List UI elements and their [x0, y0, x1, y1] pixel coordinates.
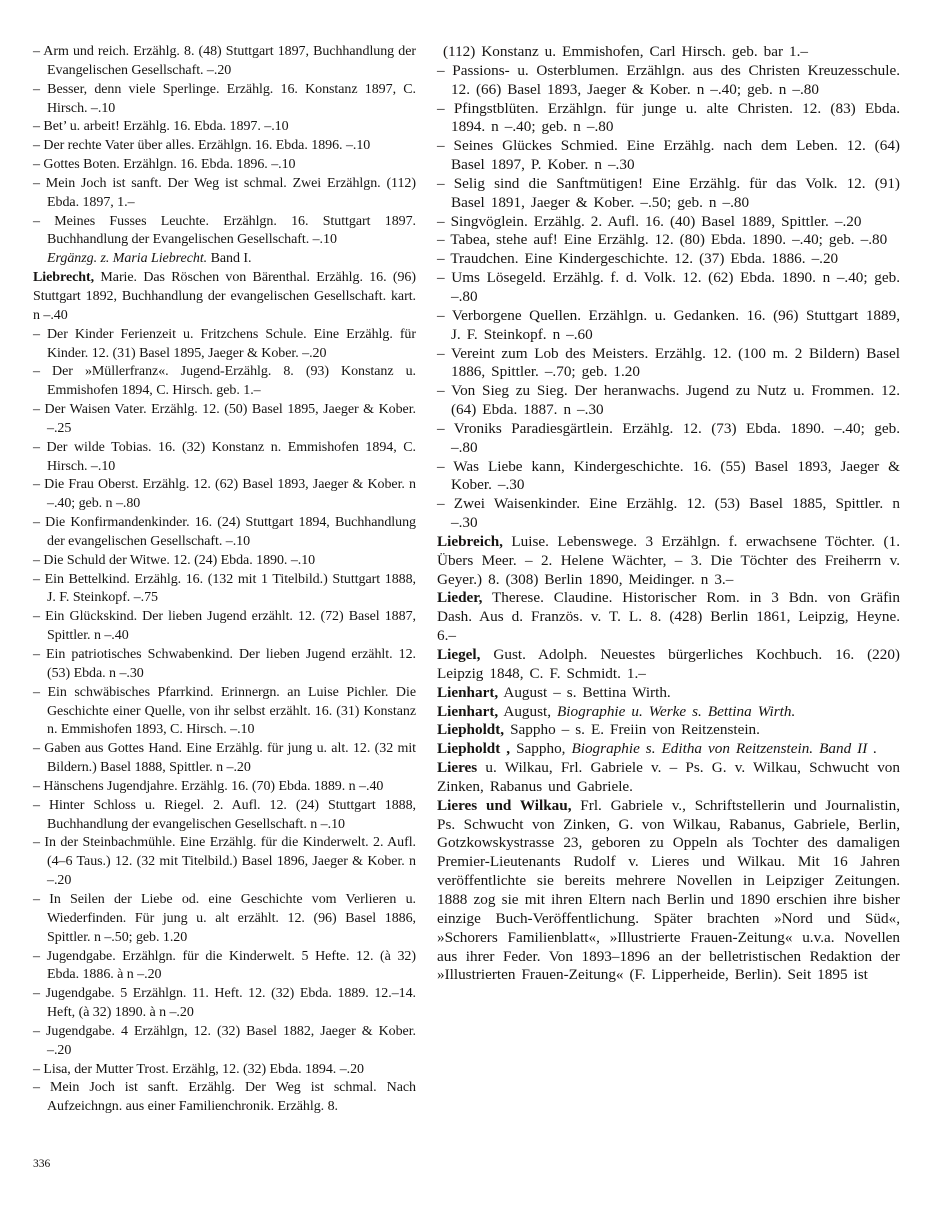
- catalog-entry: [437, 646, 900, 684]
- entry-text: – Jugendgabe. 5 Erzählgn. 11. Heft. 12. (32) Ebda. 1889. 12.–14. Heft, (à 32) 1890. à n –.20: [33, 986, 416, 1021]
- catalog-entry: [33, 175, 416, 213]
- entry-text: – Tabea, stehe auf! Eine Erzählg. 12. (80) Ebda. 1890. –.40; geb. –.80: [437, 231, 888, 249]
- catalog-entry: [33, 213, 416, 251]
- entry-text: Gust. Adolph. Neuestes bürgerliches Kochbuch. 16. (220) Leipzig 1848, C. F. Schmidt. 1.–: [437, 646, 900, 682]
- entry-text: – Hinter Schloss u. Riegel. 2. Aufl. 12. (24) Stuttgart 1888, Buchhandlung der evangelischen Gesellschaft. n –.10: [33, 797, 416, 832]
- catalog-entry: [437, 62, 900, 100]
- catalog-entry: [33, 571, 416, 609]
- entry-text: August – s. Bettina Wirth.: [498, 683, 671, 701]
- catalog-entry: [33, 797, 416, 835]
- catalog-entry: [437, 307, 900, 345]
- entry-text: – Zwei Waisenkinder. Eine Erzählg. 12. (53) Basel 1885, Spittler. n –.30: [437, 495, 900, 532]
- entry-text: – Der wilde Tobias. 16. (32) Konstanz n. Emmishofen 1894, C. Hirsch. –.10: [33, 439, 416, 474]
- catalog-entry: [33, 514, 416, 552]
- entry-text: – Der »Müllerfranz«. Jugend-Erzählg. 8. (93) Konstanz u. Emmishofen 1894, C. Hirsch. geb. 1.–: [33, 364, 416, 399]
- catalog-entry: [437, 382, 900, 420]
- entry-text: – Von Sieg zu Sieg. Der heranwachs. Jugend zu Nutz u. Frommen. 12. (64) Ebda. 1887. n –.30: [437, 382, 900, 419]
- entry-text: – Die Konfirmandenkinder. 16. (24) Stuttgart 1894, Buchhandlung der evangelischen Gesellschaft. –.10: [33, 515, 416, 549]
- catalog-entry: [33, 608, 416, 646]
- catalog-entry: [437, 684, 900, 703]
- entry-text: – Seines Glückes Schmied. Eine Erzählg. nach dem Leben. 12. (64) Basel 1897, P. Kober. n –.30: [437, 137, 900, 174]
- catalog-entry: [437, 231, 900, 250]
- catalog-entry: [437, 740, 900, 759]
- entry-text: Frl. Gabriele v., Schriftstellerin und Journalistin, Ps. Schwucht von Zinken, G. von Wilkau, Rabanus, Gabriele, Berlin, Gotzkowskystrasse 23, geboren zu Oppeln als Tochter des damaligen Premier-Lieutenants Rudolf v. Lieres und Wilkau. Mit 16 Jahren veröffentlichte sie bereits mehrere Novellen in Leipziger Zeitungen. 1888 zog sie mit ihren Eltern nach Berlin und 1890 erschien ihre bisher einzige Buch-Veröffentlichung. Später brachten »Nord und Süd«, »Schorers Familienblatt«, »Illustrierte Frauen-Zeitung« u.v.a. Novellen aus ihrer Feder. Von 1893–1896 an der belletristischen Redaktion der »Illustrierten Frauen-Zeitung« (F. Lipperheide, Berlin). Seit 1895 ist: [437, 796, 900, 984]
- catalog-entry: [33, 684, 416, 741]
- catalog-entry: [437, 721, 900, 740]
- entry-text: August,: [498, 702, 558, 720]
- catalog-entry: [437, 213, 900, 232]
- catalog-entry: [437, 345, 900, 383]
- catalog-entry: [33, 439, 416, 477]
- entry-text: Biographie u. Werke s. Bettina Wirth.: [557, 702, 796, 720]
- entry-text: – Jugendgabe. Erzählgn. für die Kinderwelt. 5 Hefte. 12. (à 32) Ebda. 1886. à n –.20: [33, 948, 416, 983]
- catalog-entry: [437, 589, 900, 646]
- entry-text: u. Wilkau, Frl. Gabriele v. – Ps. G. v. Wilkau, Schwucht von Zinken, Rabanus und Gabriele.: [437, 759, 900, 795]
- entry-text: – Der Waisen Vater. Erzählg. 12. (50) Basel 1895, Jaeger & Kober. –.25: [33, 402, 416, 436]
- entry-text: Luise. Lebenswege. 3 Erzählgn. f. erwachsene Töchter. (1. Übers Meer. – 2. Helene Wächter, – 3. Die Töchter des Freiherrn v. Geyer.) 8. (308) Berlin 1890, Meidinger. n 3.–: [437, 532, 900, 588]
- entry-text: – Lisa, der Mutter Trost. Erzählg, 12. (32) Ebda. 1894. –.20: [33, 1061, 365, 1077]
- catalog-entry: [33, 948, 416, 986]
- entry-text: Lieder,: [437, 589, 483, 607]
- entry-text: – Pfingstblüten. Erzählgn. für junge u. alte Christen. 12. (83) Ebda. 1894. n –.40; geb. n –.80: [437, 99, 900, 136]
- catalog-entry: [437, 759, 900, 797]
- catalog-entry: [437, 269, 900, 307]
- entry-text: – Die Frau Oberst. Erzählg. 12. (62) Basel 1893, Jaeger & Kober. n –.40; geb. n –.80: [33, 477, 416, 512]
- entry-text: Liebrecht,: [33, 270, 95, 286]
- entry-text: Marie. Das Röschen von Bärenthal. Erzählg. 16. (96) Stuttgart 1892, Buchhandlung der evangelischen Gesellschaft. kart. n –.40: [33, 270, 416, 323]
- catalog-entry: [33, 552, 416, 571]
- entry-text: – Ein patriotisches Schwabenkind. Der lieben Jugend erzählt. 12. (53) Ebda. n –.30: [33, 647, 416, 681]
- catalog-entry: [437, 420, 900, 458]
- catalog-entry: [33, 156, 416, 175]
- catalog-entry: [33, 81, 416, 119]
- catalog-entry: [437, 703, 900, 722]
- entry-text: Lieres und Wilkau,: [437, 796, 572, 814]
- entry-text: Liepholdt,: [437, 721, 505, 739]
- entry-text: Lienhart,: [437, 683, 499, 701]
- catalog-entry: [33, 476, 416, 514]
- entry-text: Sappho – s. E. Freiin von Reitzenstein.: [504, 721, 760, 739]
- column-right: [437, 43, 900, 985]
- entry-text: Therese. Claudine. Historischer Rom. in 3 Bdn. von Gräfin Dash. Aus d. Französ. v. T. L. 8. (428) Berlin 1861, Leipzig, Heyne. 6.–: [437, 589, 900, 645]
- entry-text: – Gaben aus Gottes Hand. Eine Erzählg. für jung u. alt. 12. (32 mit Bildern.) Basel 1888, Spittler. n –.20: [33, 741, 416, 776]
- entry-text: – Ein Bettelkind. Erzählg. 16. (132 mit 1 Titelbild.) Stuttgart 1888, J. F. Steinkopf. –.75: [33, 571, 416, 606]
- column-left: [33, 43, 416, 1117]
- catalog-entry: [33, 891, 416, 948]
- entry-text: – Der rechte Vater über alles. Erzählgn. 16. Ebda. 1896. –.10: [33, 138, 371, 154]
- entry-text: Liegel,: [437, 646, 481, 663]
- entry-text: – Ein Glückskind. Der lieben Jugend erzählt. 12. (72) Basel 1887, Spittler. n –.40: [33, 609, 416, 644]
- entry-text: – In Seilen der Liebe od. eine Geschichte vom Verlieren u. Wiederfinden. Für jung u. alt erzählt. 12. (96) Basel 1886, Spittler. n –.50; geb. 1.20: [33, 891, 416, 945]
- catalog-entry: [33, 118, 416, 137]
- catalog-entry: [33, 985, 416, 1023]
- entry-text: – Mein Joch ist sanft. Der Weg ist schmal. Zwei Erzählgn. (112) Ebda. 1897, 1.–: [33, 175, 416, 210]
- page-number: 336: [33, 1158, 51, 1170]
- entry-text: – Besser, denn viele Sperlinge. Erzählg. 16. Konstanz 1897, C. Hirsch. –.10: [33, 81, 416, 116]
- entry-text: Lieres: [437, 759, 478, 777]
- catalog-entry: [33, 137, 416, 156]
- catalog-entry: [437, 533, 900, 590]
- catalog-entry: [437, 797, 900, 985]
- entry-text: Ergänzg. z. Maria Liebrecht.: [47, 251, 208, 267]
- entry-text: – Gottes Boten. Erzählgn. 16. Ebda. 1896. –.10: [33, 157, 296, 173]
- catalog-entry: [33, 834, 416, 891]
- catalog-entry: [33, 1023, 416, 1061]
- entry-text: – Jugendgabe. 4 Erzählgn, 12. (32) Basel 1882, Jaeger & Kober. –.20: [33, 1023, 416, 1058]
- catalog-entry: [33, 1079, 416, 1117]
- catalog-entry: [33, 43, 416, 81]
- entry-text: – Ums Lösegeld. Erzählg. f. d. Volk. 12. (62) Ebda. 1890. n –.40; geb. –.80: [437, 269, 900, 305]
- catalog-entry: [437, 100, 900, 138]
- catalog-entry: [33, 326, 416, 364]
- entry-text: – Der Kinder Ferienzeit u. Fritzchens Schule. Eine Erzählg. für Kinder. 12. (31) Basel 1895, Jaeger & Kober. –.20: [33, 326, 416, 361]
- catalog-entry: [33, 363, 416, 401]
- catalog-entry: [33, 1061, 416, 1080]
- entry-text: – Was Liebe kann, Kindergeschichte. 16. (55) Basel 1893, Jaeger & Kober. –.30: [437, 457, 900, 494]
- catalog-entry: [437, 458, 900, 496]
- catalog-entry: [33, 740, 416, 778]
- catalog-entry: [33, 778, 416, 797]
- entry-text: – Die Schuld der Witwe. 12. (24) Ebda. 1890. –.10: [33, 552, 316, 568]
- entry-text: – In der Steinbachmühle. Eine Erzählg. für die Kinderwelt. 2. Aufl. (4–6 Taus.) 12. (32 mit Titelbild.) Basel 1896, Jaeger & Kober. n –.20: [33, 835, 416, 889]
- catalog-entry: [33, 646, 416, 684]
- entry-text: – Selig sind die Sanftmütigen! Eine Erzählg. für das Volk. 12. (91) Basel 1891, Jaeger & Kober. –.50; geb. n –.80: [437, 174, 900, 211]
- entry-text: Liebreich,: [437, 532, 503, 550]
- entry-text: – Singvöglein. Erzählg. 2. Aufl. 16. (40) Basel 1889, Spittler. –.20: [437, 212, 862, 230]
- entry-text: – Passions- u. Osterblumen. Erzählgn. aus des Christen Kreuzesschule. 12. (66) Basel 1893, Jaeger & Kober. n –.40; geb. n –.80: [437, 61, 900, 98]
- entry-text: – Vereint zum Lob des Meisters. Erzählg. 12. (100 m. 2 Bildern) Basel 1886, Spittler. –.70; geb. 1.20: [437, 344, 900, 381]
- entry-text: – Bet’ u. arbeit! Erzählg. 16. Ebda. 1897. –.10: [33, 119, 289, 135]
- entry-text: – Mein Joch ist sanft. Erzählg. Der Weg ist schmal. Nach Aufzeichngn. aus einer Familienchronik. Erzählg. 8.: [33, 1080, 416, 1115]
- entry-text: Liepholdt ,: [437, 740, 511, 758]
- catalog-entry: [437, 175, 900, 213]
- entry-text: – Traudchen. Eine Kindergeschichte. 12. (37) Ebda. 1886. –.20: [437, 250, 839, 268]
- entry-text: – Verborgene Quellen. Erzählgn. u. Gedanken. 16. (96) Stuttgart 1889, J. F. Steinkopf. n –.60: [437, 306, 900, 343]
- catalog-entry: [33, 401, 416, 439]
- entry-text: Lienhart,: [437, 702, 499, 720]
- entry-text: Band I.: [207, 251, 252, 267]
- catalog-entry: [33, 250, 416, 269]
- entry-text: Sappho,: [510, 740, 572, 758]
- entry-text: – Hänschens Jugendjahre. Erzählg. 16. (70) Ebda. 1889. n –.40: [33, 778, 384, 794]
- catalog-entry: [437, 43, 900, 62]
- catalog-entry: [437, 495, 900, 533]
- entry-text: – Arm und reich. Erzählg. 8. (48) Stuttgart 1897, Buchhandlung der Evangelischen Gesellschaft. –.20: [33, 44, 416, 78]
- entry-text: (112) Konstanz u. Emmishofen, Carl Hirsch. geb. bar 1.–: [443, 43, 809, 60]
- catalog-entry: [437, 250, 900, 269]
- entry-text: – Vroniks Paradiesgärtlein. Erzählg. 12. (73) Ebda. 1890. –.40; geb. –.80: [437, 419, 900, 456]
- entry-text: – Meines Fusses Leuchte. Erzählgn. 16. Stuttgart 1897. Buchhandlung der Evangelischen Gesellschaft. –.10: [33, 213, 416, 248]
- entry-text: Biographie s. Editha von Reitzenstein. Band II .: [571, 740, 878, 758]
- entry-text: – Ein schwäbisches Pfarrkind. Erinnergn. an Luise Pichler. Die Geschichte einer Quelle, von ihr selbst erzählt. 16. (31) Konstanz n. Emmishofen 1893, C. Hirsch. –.10: [33, 684, 416, 738]
- catalog-entry: [437, 137, 900, 175]
- catalog-entry: [33, 269, 416, 326]
